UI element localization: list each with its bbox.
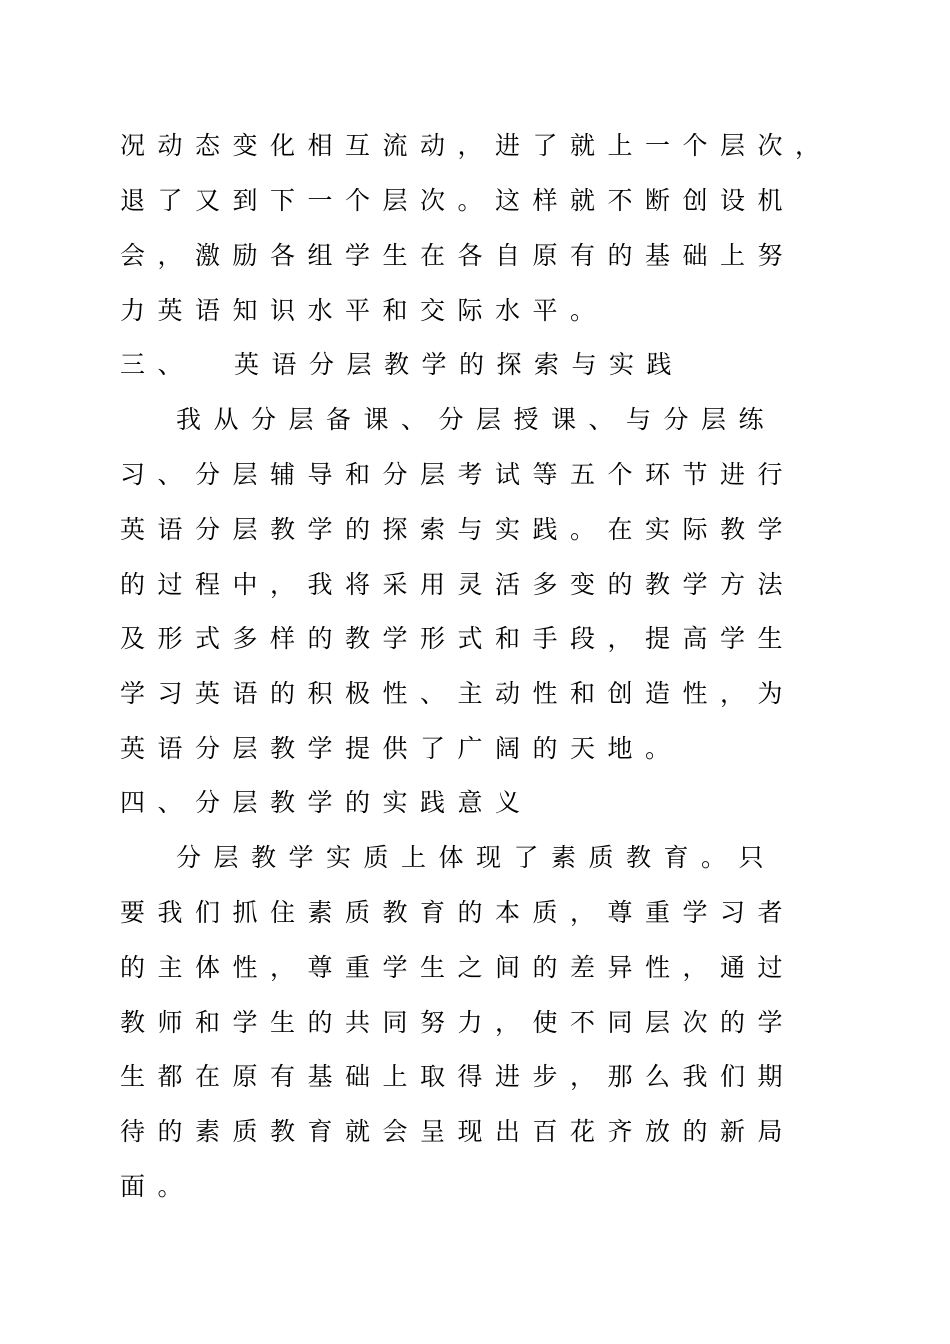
paragraph-line: 的过程中，我将采用灵活多变的教学方法: [120, 570, 796, 599]
paragraph-line: 学习英语的积极性、主动性和创造性，为: [120, 679, 796, 708]
paragraph-line: 我从分层备课、分层授课、与分层练: [176, 405, 777, 434]
paragraph-line: 教师和学生的共同努力，使不同层次的学: [120, 1008, 796, 1037]
paragraph-line: 力英语知识水平和交际水平。: [120, 296, 608, 325]
paragraph-line: 英语分层教学提供了广阔的天地。: [120, 734, 683, 763]
paragraph-line: 生都在原有基础上取得进步，那么我们期: [120, 1062, 796, 1091]
paragraph-line: 会，激励各组学生在各自原有的基础上努: [120, 241, 796, 270]
paragraph-line: 待的素质教育就会呈现出百花齐放的新局: [120, 1117, 796, 1146]
paragraph-line: 况动态变化相互流动，进了就上一个层次，: [120, 131, 833, 160]
section-heading: 四、分层教学的实践意义: [120, 788, 533, 817]
section-heading: 英语分层教学的探索与实践: [234, 350, 685, 379]
paragraph-line: 习、分层辅导和分层考试等五个环节进行: [120, 460, 796, 489]
paragraph-line: 英语分层教学的探索与实践。在实际教学: [120, 515, 796, 544]
paragraph-line: 分层教学实质上体现了素质教育。只: [176, 843, 777, 872]
paragraph-line: 要我们抓住素质教育的本质，尊重学习者: [120, 898, 796, 927]
paragraph-line: 的主体性，尊重学生之间的差异性，通过: [120, 953, 796, 982]
section-number: 三、: [120, 350, 196, 379]
paragraph-line: 及形式多样的教学形式和手段，提高学生: [120, 624, 796, 653]
paragraph-line: 退了又到下一个层次。这样就不断创设机: [120, 186, 796, 215]
paragraph-line: 面。: [120, 1172, 196, 1201]
